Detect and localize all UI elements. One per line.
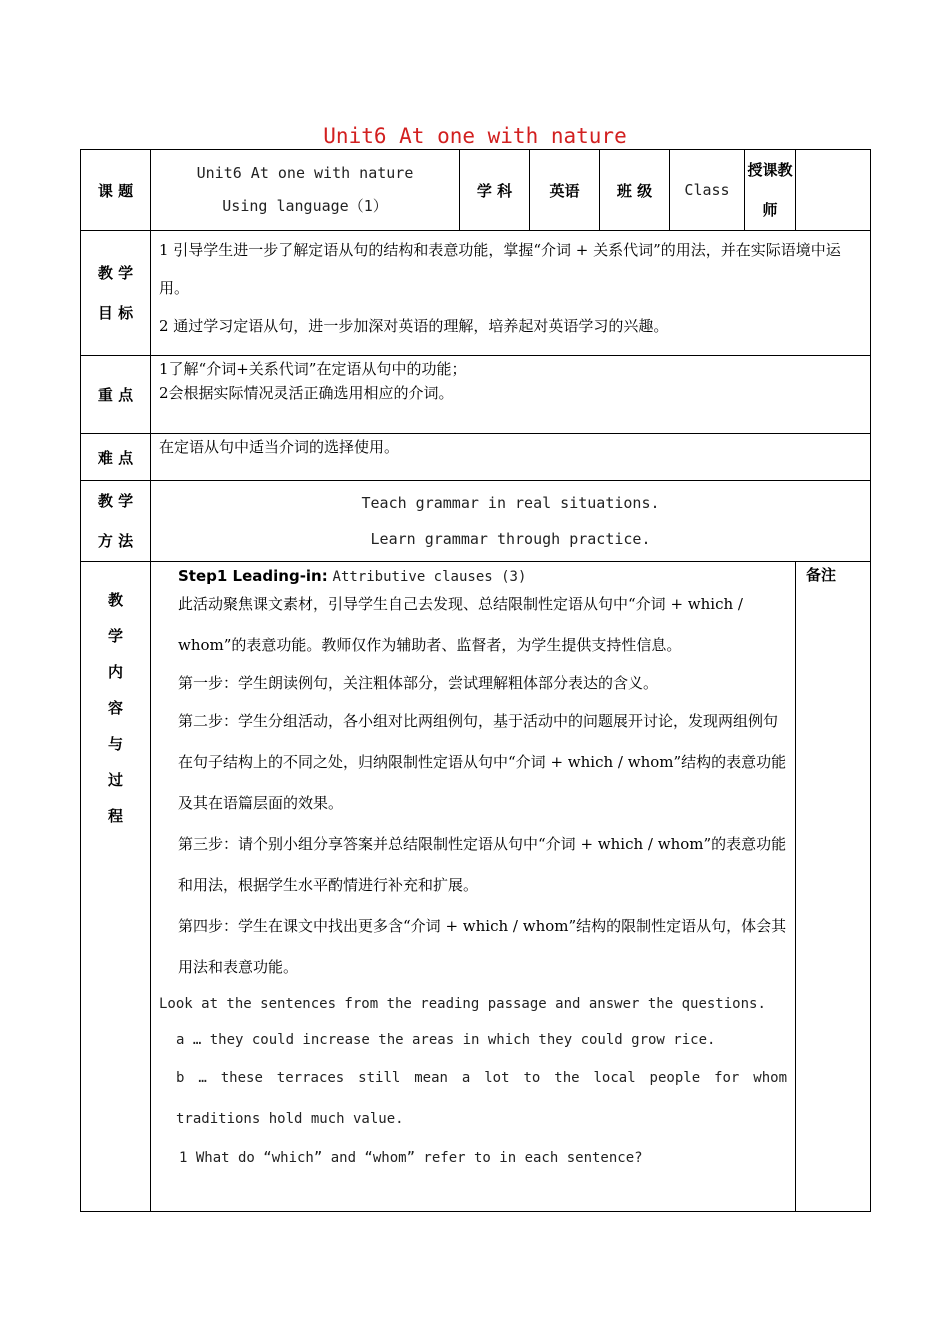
example-sentence-a: a … they could increase the areas in which they could grow rice. bbox=[176, 1032, 716, 1048]
objective-2: 2 通过学习定语从句，进一步加深对英语的理解，培养起对英语学习的兴趣。 bbox=[159, 317, 669, 335]
objective-1: 1 引导学生进一步了解定语从句的结构和表意功能，掌握“介词 + 关系代词”的用法，并在实际语境中运用。 bbox=[159, 241, 841, 297]
difficulty-1: 在定语从句中适当介词的选择使用。 bbox=[159, 438, 400, 456]
key-points-row bbox=[81, 356, 871, 434]
teacher-label-line-1: 授课教 bbox=[747, 161, 793, 179]
key-point-2: 2会根据实际情况灵活正确选用相应的介词。 bbox=[159, 384, 454, 402]
step-paragraphs bbox=[159, 584, 787, 988]
difficulties-content bbox=[151, 434, 871, 481]
process-content bbox=[151, 562, 796, 1212]
paragraph-intro: 此活动聚焦课文素材，引导学生自己去发现、总结限制性定语从句中“介词 + which / whom”的表意功能。教师仅作为辅助者、监督者，为学生提供支持性信息。 bbox=[178, 595, 743, 654]
process-label-char: 学 bbox=[107, 627, 123, 645]
process-label bbox=[81, 562, 151, 1212]
method-1: Teach grammar in real situations. bbox=[361, 494, 660, 512]
objectives-row bbox=[81, 231, 871, 356]
difficulties-label: 难 点 bbox=[81, 434, 151, 481]
process-label-char: 程 bbox=[107, 807, 123, 825]
methods-label bbox=[81, 481, 151, 562]
exercise bbox=[159, 986, 787, 1176]
exercise-instruction: Look at the sentences from the reading passage and answer the questions. bbox=[159, 996, 766, 1012]
step1-title: Step1 Leading-in: bbox=[178, 567, 328, 585]
document-title: Unit6 At one with nature bbox=[323, 124, 627, 148]
key-points-label: 重 点 bbox=[81, 356, 151, 434]
notes-label: 备注 bbox=[806, 566, 837, 584]
paragraph-step-4: 第四步：学生在课文中找出更多含“介词 + which / whom”结构的限制性定语从句，体会其用法和表意功能。 bbox=[178, 917, 787, 976]
paragraph-step-2: 第二步：学生分组活动，各小组对比两组例句，基于活动中的问题展开讨论，发现两组例句在句子结构上的不同之处，归纳限制性定语从句中“介词 + which / whom”结构的表意功能及其在语篇层面的效果。 bbox=[178, 712, 787, 812]
process-label-char: 过 bbox=[107, 771, 123, 789]
methods-label-2: 方 法 bbox=[97, 532, 134, 550]
objectives-label bbox=[81, 231, 151, 356]
example-sentence-b: b … these terraces still mean a lot to the local people for whom traditions hold much value. bbox=[176, 1070, 787, 1127]
class-value: Class bbox=[670, 150, 745, 231]
paragraph-step-3: 第三步：请个别小组分享答案并总结限制性定语从句中“介词 + which / whom”的表意功能和用法，根据学生水平酌情进行补充和扩展。 bbox=[178, 835, 787, 894]
process-label-char: 容 bbox=[107, 699, 123, 717]
header-row bbox=[81, 150, 871, 231]
difficulties-row bbox=[81, 434, 871, 481]
objectives-content bbox=[151, 231, 871, 356]
question-1: 1 What do “which” and “whom” refer to in each sentence? bbox=[179, 1150, 643, 1166]
step1-subtitle: Attributive clauses (3) bbox=[332, 569, 527, 585]
notes-cell bbox=[796, 562, 871, 1212]
class-label: 班 级 bbox=[600, 150, 670, 231]
teacher-label-line-2: 师 bbox=[762, 201, 778, 219]
objectives-label-1: 教 学 bbox=[97, 264, 134, 282]
paragraph-step-1: 第一步：学生朗读例句，关注粗体部分，尝试理解粗体部分表达的含义。 bbox=[178, 674, 659, 692]
teacher-value bbox=[796, 150, 871, 231]
topic-label: 课 题 bbox=[81, 150, 151, 231]
method-2: Learn grammar through practice. bbox=[370, 530, 651, 548]
process-label-char: 教 bbox=[107, 591, 123, 609]
key-points-content bbox=[151, 356, 871, 434]
subject-label: 学 科 bbox=[460, 150, 530, 231]
objectives-label-2: 目 标 bbox=[97, 304, 134, 322]
topic-line-2: Using language（1） bbox=[222, 197, 388, 215]
teacher-label bbox=[745, 150, 796, 231]
methods-label-1: 教 学 bbox=[97, 492, 134, 510]
topic-cell bbox=[151, 150, 460, 231]
key-point-1: 1了解“介词+关系代词”在定语从句中的功能； bbox=[159, 360, 467, 378]
process-label-char: 内 bbox=[107, 663, 123, 681]
process-label-char: 与 bbox=[107, 735, 123, 753]
methods-row bbox=[81, 481, 871, 562]
process-row bbox=[81, 562, 871, 1212]
topic-line-1: Unit6 At one with nature bbox=[196, 164, 414, 182]
subject-value: 英语 bbox=[530, 150, 600, 231]
methods-content bbox=[151, 481, 871, 562]
lesson-plan-table bbox=[80, 149, 871, 1212]
